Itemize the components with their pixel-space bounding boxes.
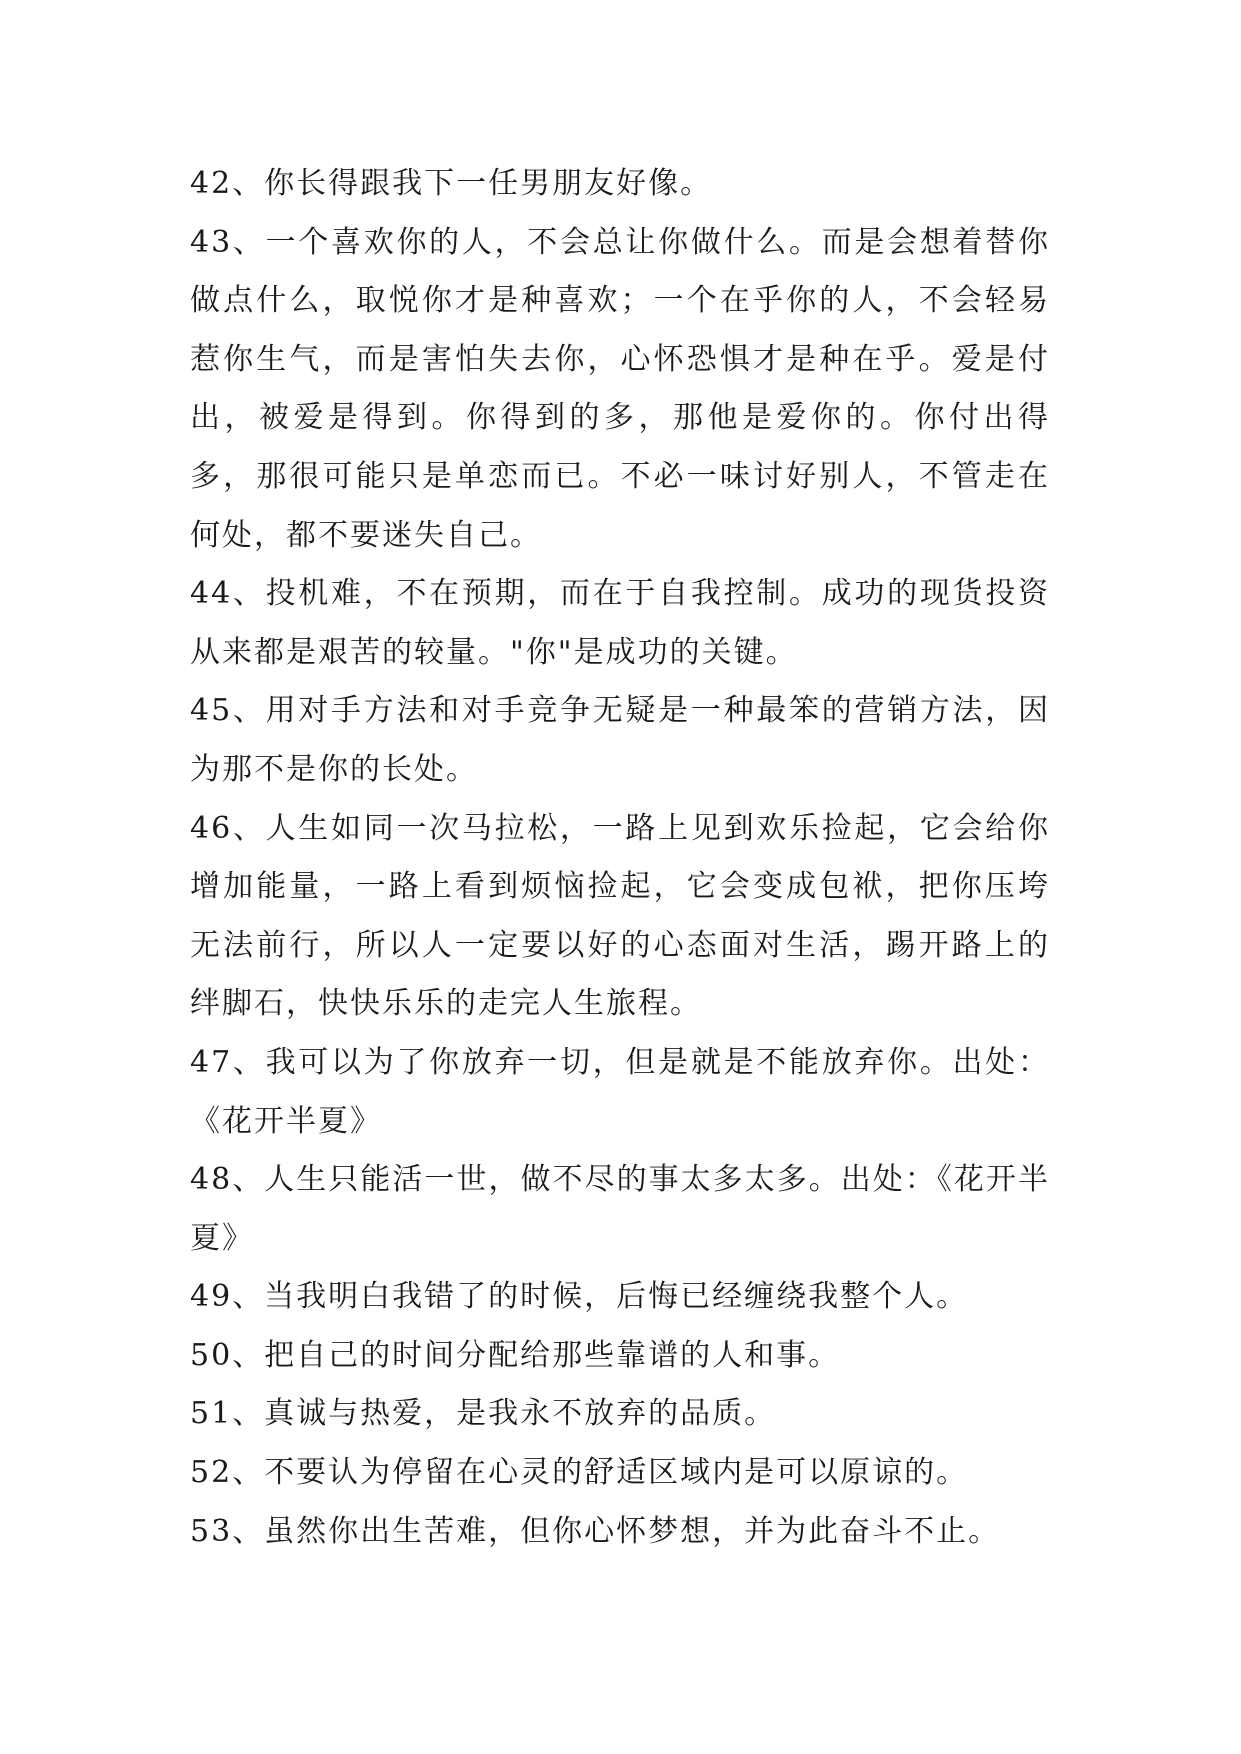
quote-51: 51、真诚与热爱，是我永不放弃的品质。 xyxy=(190,1396,777,1432)
quote-52: 52、不要认为停留在心灵的舒适区域内是可以原谅的。 xyxy=(190,1455,969,1491)
quote-53: 53、虽然你出生苦难，但你心怀梦想，并为此奋斗不止。 xyxy=(190,1513,1001,1549)
quote-46: 46、人生如同一次马拉松，一路上见到欢乐捡起，它会给你增加能量，一路上看到烦恼捡起，它会变成包袱，把你压垮无法前行，所以人一定要以好的心态面对生活，踢开路上的绊脚石，快快乐乐的走完人生旅程。 xyxy=(190,810,1050,1022)
quote-42: 42、你长得跟我下一任男朋友好像。 xyxy=(190,166,713,201)
document-body xyxy=(190,155,1050,1561)
quote-44: 44、投机难，不在预期，而在于自我控制。成功的现货投资从来都是艰苦的较量。"你"是成功的关键。 xyxy=(190,576,1050,670)
quote-45: 45、用对手方法和对手竞争无疑是一种最笨的营销方法，因为那不是你的长处。 xyxy=(190,693,1050,787)
quote-48: 48、人生只能活一世，做不尽的事太多太多。出处：《花开半夏》 xyxy=(190,1162,1050,1256)
quote-47: 47、我可以为了你放弃一切，但是就是不能放弃你。出处：《花开半夏》 xyxy=(190,1044,1050,1139)
quote-50: 50、把自己的时间分配给那些靠谱的人和事。 xyxy=(190,1337,841,1373)
quote-49: 49、当我明白我错了的时候，后悔已经缠绕我整个人。 xyxy=(190,1279,969,1315)
quote-43: 43、一个喜欢你的人，不会总让你做什么。而是会想着替你做点什么，取悦你才是种喜欢；一个在乎你的人，不会轻易惹你生气，而是害怕失去你，心怀恐惧才是种在乎。爱是付出，被爱是得到。你得到的多，那他是爱你的。你付出得多，那很可能只是单恋而已。不必一味讨好别人，不管走在何处，都不要迷失自己。 xyxy=(190,224,1050,553)
